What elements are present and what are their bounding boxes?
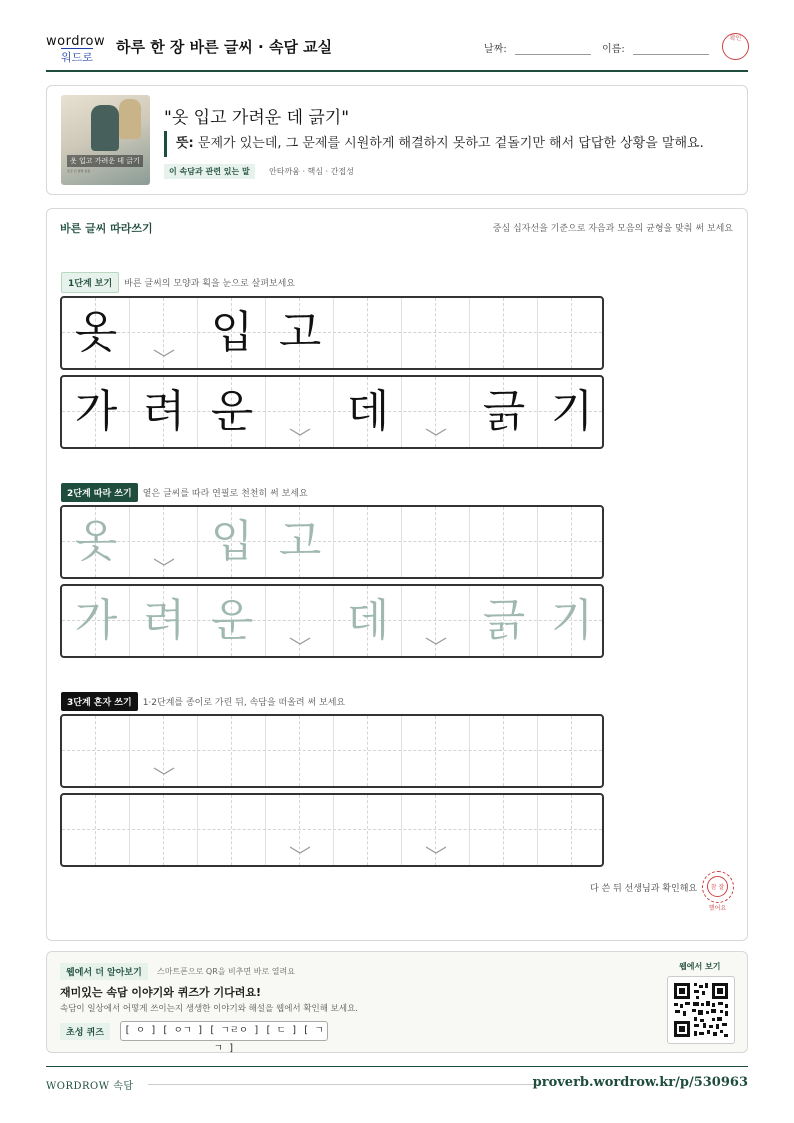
date-line[interactable]: [515, 43, 591, 55]
grid-cell: [368, 507, 402, 577]
practice-character: 운: [210, 595, 254, 646]
practice-character: 운: [210, 386, 254, 437]
space-mark-icon: [153, 557, 175, 567]
qr-code-icon[interactable]: [667, 976, 735, 1044]
proverb-text: "옷 입고 가려운 데 긁기": [164, 108, 350, 128]
grid-cell: [266, 716, 300, 786]
web-headline: 재미있는 속담 이야기와 퀴즈가 기다려요!: [60, 986, 261, 999]
web-tag-desc: 스마트폰으로 QR을 비추면 바로 열려요: [157, 967, 295, 976]
logo-text: wordrow: [46, 34, 106, 49]
practice-character: 고: [278, 516, 322, 567]
footer-line: [148, 1084, 538, 1085]
grid-cell: [504, 716, 538, 786]
date-field[interactable]: [484, 40, 591, 55]
grid-cell: [504, 298, 538, 368]
grid-cell: [436, 716, 470, 786]
practice-character: 가: [74, 595, 118, 646]
web-section: [46, 951, 748, 1053]
step-3-desc: 1·2단계를 종이로 가린 뒤, 속담을 떠올려 써 보세요: [142, 698, 346, 708]
grid-cell: [130, 795, 164, 865]
space-mark-icon: [425, 845, 447, 855]
space-mark-icon: [425, 427, 447, 437]
grid-cell: [572, 298, 606, 368]
grid-cell: [334, 716, 368, 786]
meaning-label: 뜻:: [176, 136, 194, 151]
step-3-badge: 3단계 혼자 쓰기: [61, 692, 138, 711]
illustration-figure: [91, 105, 119, 151]
practice-character: 고: [278, 307, 322, 358]
grid-cell: [334, 507, 368, 577]
step-3-header: [61, 690, 345, 711]
practice-character: 가: [74, 386, 118, 437]
space-mark-icon: [425, 636, 447, 646]
grid-cell: [368, 795, 402, 865]
practice-character: 데: [346, 595, 390, 646]
grid-cell: [198, 716, 232, 786]
writing-grid-row[interactable]: [60, 505, 604, 579]
writing-grid-row[interactable]: [60, 793, 604, 867]
grid-cell: [538, 298, 572, 368]
space-mark-icon: [153, 348, 175, 358]
step-2-badge: 2단계 따라 쓰기: [61, 483, 138, 502]
web-tag: 웹에서 더 알아보기: [60, 963, 148, 980]
grid-cell: [96, 795, 130, 865]
check-note: 다 쓴 뒤 선생님과 확인해요: [590, 884, 698, 894]
practice-character: 입: [210, 516, 254, 567]
grid-cell: [402, 507, 436, 577]
practice-character: 옷: [74, 516, 118, 567]
thumbnail-small-text: 조금 긴 설명 문장: [67, 169, 91, 173]
grid-cell: [436, 298, 470, 368]
writing-grid-row[interactable]: [60, 584, 604, 658]
step-1-badge: 1단계 보기: [61, 272, 119, 293]
grid-cell: [198, 795, 232, 865]
proverb-meaning: [164, 131, 724, 157]
footer-url[interactable]: proverb.wordrow.kr/p/530963: [532, 1075, 748, 1090]
practice-character: 입: [210, 307, 254, 358]
logo-korean: 워드로: [61, 48, 93, 65]
practice-character: 기: [550, 595, 594, 646]
grid-cell: [470, 716, 504, 786]
grid-center-line: [62, 750, 602, 751]
grid-cell: [62, 795, 96, 865]
grid-cell: [368, 716, 402, 786]
date-label: 날짜:: [484, 44, 507, 55]
name-label: 이름:: [602, 44, 625, 55]
practice-character: 옷: [74, 307, 118, 358]
grid-cell: [572, 795, 606, 865]
grid-cell: [504, 507, 538, 577]
grid-cell: [572, 716, 606, 786]
grid-cell: [538, 507, 572, 577]
initial-consonant-quiz: [ ㅇ ] [ ㅇㄱ ] [ ㄱㄹㅇ ] [ ㄷ ] [ ㄱㄱ ]: [120, 1021, 328, 1041]
practice-character: 려: [142, 386, 186, 437]
grid-cell: [402, 298, 436, 368]
stamp-top-text: 확인: [729, 35, 742, 42]
grid-cell: [300, 716, 334, 786]
name-line[interactable]: [633, 43, 709, 55]
proverb-thumbnail[interactable]: [61, 95, 150, 185]
practice-title: 바른 글씨 따라쓰기: [60, 222, 153, 235]
stamp-inner: 참 잘했어요: [707, 876, 728, 897]
space-mark-icon: [289, 636, 311, 646]
grid-cell: [504, 795, 538, 865]
wordrow-logo: [46, 34, 108, 64]
well-done-stamp-icon: [702, 871, 734, 912]
web-description: 속담이 일상에서 어떻게 쓰이는지 생생한 이야기와 해설을 웹에서 확인해 보세요.: [60, 1004, 358, 1014]
writing-grid-row: [60, 296, 604, 370]
step-1-desc: 바른 글씨의 모양과 획을 눈으로 살펴보세요: [124, 279, 295, 289]
grid-cell: [470, 507, 504, 577]
grid-cell: [62, 716, 96, 786]
step-1-header: [61, 271, 295, 293]
grid-cell: [572, 507, 606, 577]
practice-character: 려: [142, 595, 186, 646]
practice-character: 긁: [482, 595, 526, 646]
grid-cell: [334, 795, 368, 865]
related-words: 안타까움 · 핵심 · 간접성: [269, 167, 354, 176]
writing-grid-row[interactable]: [60, 714, 604, 788]
practice-subtitle: 중심 십자선을 기준으로 자음과 모음의 균형을 맞춰 써 보세요: [492, 224, 733, 234]
thumbnail-caption: 옷 입고 가려운 데 긁기: [67, 155, 143, 167]
qr-label: 웹에서 보기: [679, 962, 721, 971]
grid-cell: [538, 795, 572, 865]
grid-cell: [470, 795, 504, 865]
space-mark-icon: [289, 845, 311, 855]
grid-cell: [368, 298, 402, 368]
practice-character: 데: [346, 386, 390, 437]
grid-cell: [334, 298, 368, 368]
grid-cell: [232, 716, 266, 786]
related-words-tag: 이 속담과 관련 있는 말: [164, 164, 255, 179]
page-title: 하루 한 장 바른 글씨 · 속담 교실: [116, 38, 333, 56]
meaning-text: 문제가 있는데, 그 문제를 시원하게 해결하지 못하고 겉돌기만 해서 답답한 상황을 말해요.: [197, 136, 704, 151]
writing-grid-row: [60, 375, 604, 449]
footer-divider: [46, 1066, 748, 1067]
illustration-figure: [119, 99, 141, 139]
page-header: [46, 30, 748, 72]
footer-brand: WORDROW 속담: [46, 1081, 134, 1092]
space-mark-icon: [153, 766, 175, 776]
grid-cell: [436, 507, 470, 577]
space-mark-icon: [289, 427, 311, 437]
confirm-stamp-icon: [722, 33, 749, 60]
grid-cell: [164, 795, 198, 865]
grid-cell: [96, 716, 130, 786]
grid-cell: [402, 716, 436, 786]
practice-character: 기: [550, 386, 594, 437]
grid-cell: [538, 716, 572, 786]
grid-cell: [470, 298, 504, 368]
grid-cell: [232, 795, 266, 865]
qr-code-graphic: [668, 977, 734, 1043]
proverb-card: [46, 85, 748, 195]
step-2-header: [61, 481, 308, 502]
name-field[interactable]: [602, 40, 709, 55]
step-2-desc: 옅은 글씨를 따라 연필로 천천히 써 보세요: [142, 489, 308, 499]
practice-character: 긁: [482, 386, 526, 437]
quiz-label: 초성 퀴즈: [60, 1023, 110, 1040]
grid-center-line: [62, 829, 602, 830]
